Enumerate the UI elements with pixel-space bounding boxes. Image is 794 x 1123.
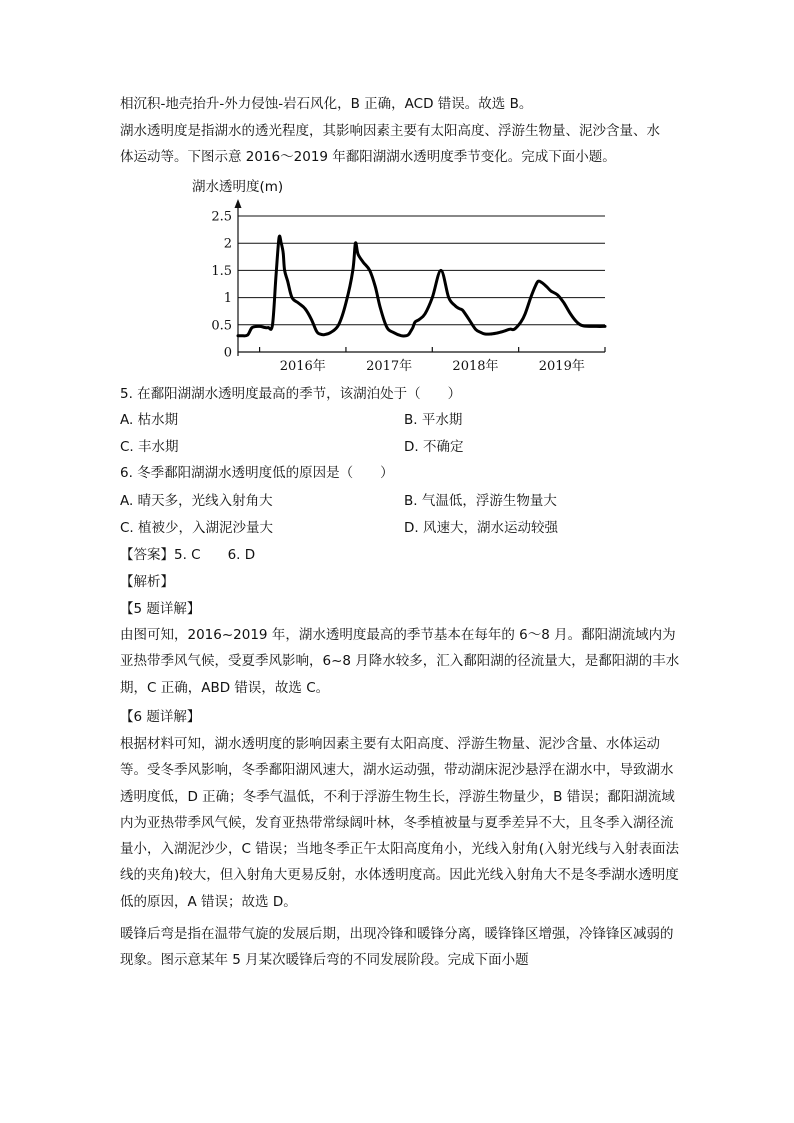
- x-year-label-3: 2019年: [538, 359, 585, 374]
- q5-option-c[interactable]: C. 丰水期: [120, 439, 179, 455]
- x-year-label-1: 2017年: [366, 359, 413, 374]
- analysis-label: 【解析】: [120, 574, 174, 590]
- y-tick-label-0: 0: [223, 345, 232, 361]
- q6-option-c[interactable]: C. 植被少，入湖泥沙量大: [120, 520, 274, 536]
- passage-line-2: 体运动等。下图示意 2016～2019 年鄱阳湖湖水透明度季节变化。完成下面小题。: [120, 149, 616, 165]
- y-tick-label-5: 2.5: [211, 209, 232, 225]
- transparency-chart: [0, 0, 794, 380]
- q5-option-a[interactable]: A. 枯水期: [120, 412, 179, 428]
- q6-option-a[interactable]: A. 晴天多，光线入射角大: [120, 493, 273, 509]
- y-tick-label-3: 1.5: [211, 263, 232, 279]
- q5-option-b[interactable]: B. 平水期: [404, 412, 463, 428]
- q6-detail-label: 【6 题详解】: [120, 709, 201, 725]
- answer-line: 【答案】5. C 6. D: [120, 547, 256, 563]
- intro-line: 相沉积-地壳抬升-外力侵蚀-岩石风化，B 正确，ACD 错误。故选 B。: [120, 96, 533, 112]
- q6-option-b[interactable]: B. 气温低，浮游生物量大: [404, 493, 557, 509]
- q5-option-d[interactable]: D. 不确定: [404, 439, 464, 455]
- q5-detail-label: 【5 题详解】: [120, 601, 201, 617]
- q6-option-d[interactable]: D. 风速大，湖水运动较强: [404, 520, 558, 536]
- passage-line-1: 湖水透明度是指湖水的透光程度，其影响因素主要有太阳高度、浮游生物量、泥沙含量、水: [120, 123, 660, 139]
- x-year-label-2: 2018年: [452, 359, 499, 374]
- y-axis-label: 湖水透明度(m): [192, 179, 284, 195]
- y-tick-label-2: 1: [223, 291, 232, 307]
- y-tick-label-1: 0.5: [211, 318, 232, 334]
- next-passage: 暖锋后弯是指在温带气旋的发展后期，出现冷锋和暖锋分离，暖锋锋区增强，冷锋锋区减弱的现象。图示意某年 5 月某次暖锋后弯的不同发展阶段。完成下面小题: [120, 926, 674, 969]
- series-line-transparency: [238, 236, 605, 336]
- q5-detail: 由图可知，2016~2019 年，湖水透明度最高的季节基本在每年的 6～8 月。鄱阳湖流域内为亚热带季风气候，受夏季风影响，6~8 月降水较多，汇入鄱阳湖的径流量大，是鄱阳湖的丰水期，C 正确，ABD 错误，故选 C。: [120, 627, 680, 696]
- y-axis-arrow: [235, 199, 242, 208]
- y-tick-label-4: 2: [223, 236, 232, 252]
- q6-stem: 6. 冬季鄱阳湖湖水透明度低的原因是（ ）: [120, 465, 394, 481]
- x-year-label-0: 2016年: [279, 359, 326, 374]
- q6-detail: 根据材料可知，湖水透明度的影响因素主要有太阳高度、浮游生物量、泥沙含量、水体运动等。受冬季风影响，冬季鄱阳湖风速大，湖水运动强，带动湖床泥沙悬浮在湖水中，导致湖水透明度低，D 正确；冬季气温低，不利于浮游生物生长，浮游生物量少，B 错误；鄱阳湖流域内为亚热带季风气候，发育亚热带常绿阔叶林，冬季植被量与夏季差异不大，且冬季入湖径流量小，入湖泥沙少，C 错误；当地冬季正午太阳高度角小，光线入射角(入射光线与入射表面法线的夹角)较大，但入射角大更易反射，水体透明度高。因此光线入射角大不是冬季湖水透明度低的原因，A 错误；故选 D。: [120, 736, 679, 910]
- q5-stem: 5. 在鄱阳湖湖水透明度最高的季节，该湖泊处于（ ）: [120, 386, 462, 402]
